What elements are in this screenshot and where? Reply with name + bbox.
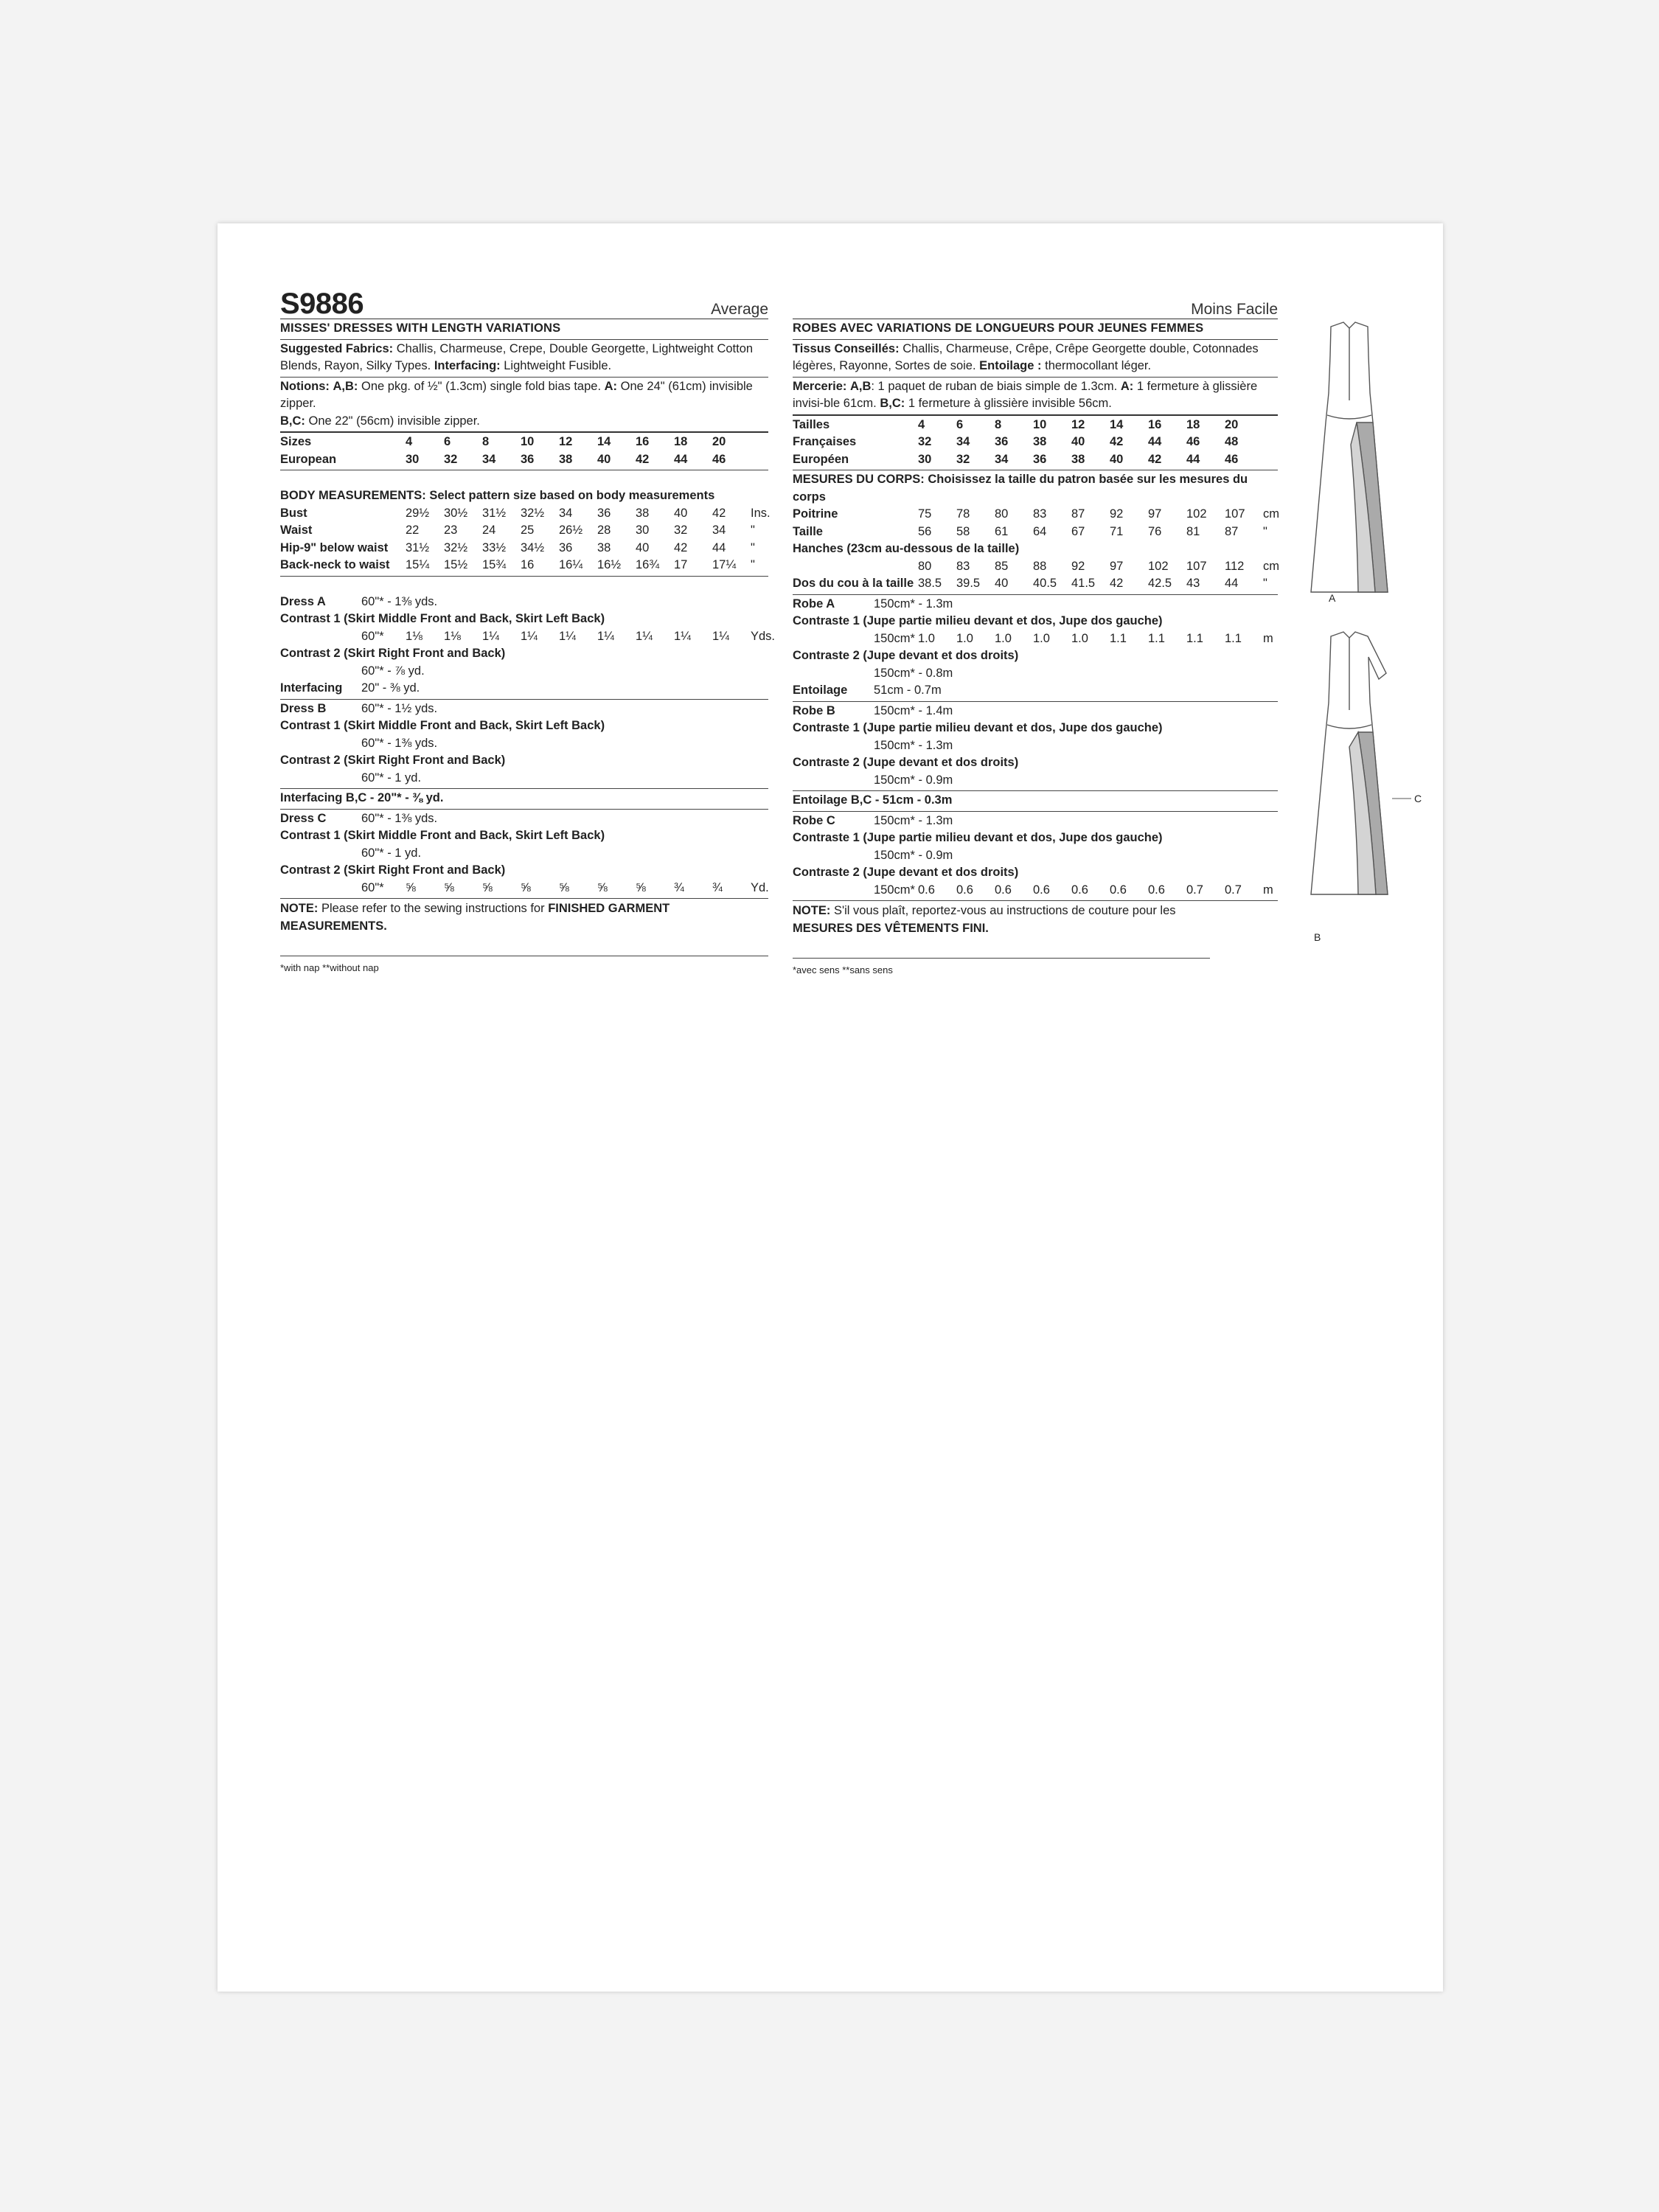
contrast1-a-row: 60"* 1⅛ 1⅛ 1¼ 1¼ 1¼ 1¼ 1¼ 1¼ 1¼ Yds. — [280, 628, 768, 646]
english-header — [280, 286, 768, 319]
hanches-row: 80 83 85 88 92 97 102 107 112 cm — [793, 558, 1278, 576]
table-cell: 0.6 — [956, 883, 973, 897]
table-cell: 40 — [995, 577, 1009, 590]
table-cell: 24 — [482, 524, 496, 537]
table-cell: 40 — [636, 540, 650, 554]
table-cell: 34½ — [521, 540, 545, 554]
europeen-row: Européen 30 32 34 36 38 40 42 44 46 — [793, 451, 1278, 469]
table-cell: 38 — [597, 540, 611, 554]
garment-illustrations — [1305, 312, 1423, 961]
table-cell: 39.5 — [956, 577, 981, 590]
table-cell: 67 — [1071, 524, 1085, 538]
table-cell: 83 — [1033, 507, 1047, 521]
table-cell: 46 — [712, 452, 726, 466]
table-cell: 34 — [482, 452, 496, 466]
table-cell: 16¼ — [559, 558, 583, 571]
table-cell: 36 — [995, 435, 1009, 448]
french-note: NOTE: S'il vous plaît, reportez-vous au instructions de couture pour les MESURES DES VÊTEMENTS FINI. — [793, 904, 1176, 935]
table-cell: ⅝ — [482, 880, 493, 894]
table-cell: 1.1 — [1110, 631, 1127, 645]
table-cell: 92 — [1071, 559, 1085, 573]
table-cell: 1¼ — [521, 629, 538, 643]
french-yardage-c: Robe C 150cm* - 1.3m Contraste 1 (Jupe partie milieu devant et dos, Jupe dos gauche) 150cm* - 0.9m Contraste 2 (Jupe devant et dos droits) 150cm* 0.6 0.6 0.6 0.6 0.6 0.6 0.6 0.7 0.7 m — [793, 812, 1278, 902]
french-yardage-b: Robe B 150cm* - 1.4m Contraste 1 (Jupe partie milieu devant et dos, Jupe dos gauche) 150cm* - 1.3m Contraste 2 (Jupe devant et dos droits) 150cm* - 0.9m — [793, 702, 1278, 792]
table-cell: 44 — [674, 452, 688, 466]
english-column — [280, 286, 776, 977]
table-cell: 0.7 — [1186, 883, 1203, 897]
table-cell: 6 — [956, 417, 964, 431]
table-cell: 81 — [1186, 524, 1200, 538]
french-notions: Mercerie: A,B: 1 paquet de ruban de biais simple de 1.3cm. A: 1 fermeture à glissière invisi-ble 61cm. B,C: 1 fermeture à glissière invisible 56cm. — [793, 378, 1278, 416]
table-cell: 1.0 — [956, 631, 973, 645]
bust-row: Bust 29½ 30½ 31½ 32½ 34 36 38 40 42 Ins. — [280, 505, 768, 523]
table-cell: ⅝ — [406, 880, 416, 894]
table-cell: 40 — [1071, 435, 1085, 448]
table-cell: 15¾ — [482, 558, 507, 571]
table-cell: 29½ — [406, 506, 430, 520]
table-cell: 43 — [1186, 577, 1200, 590]
table-cell: 30 — [636, 524, 650, 537]
table-cell: ⅝ — [559, 880, 569, 894]
table-cell: 46 — [1186, 435, 1200, 448]
label-b: B — [1314, 931, 1321, 943]
table-cell: 71 — [1110, 524, 1124, 538]
difficulty-level-fr: Moins Facile — [1191, 301, 1278, 318]
table-cell: 31½ — [406, 540, 430, 554]
table-cell: 32 — [444, 452, 458, 466]
table-cell: 40 — [1110, 452, 1124, 466]
table-cell: 64 — [1033, 524, 1047, 538]
table-cell: 16 — [1148, 417, 1162, 431]
english-yardage-b: Dress B 60"* - 1½ yds. Contrast 1 (Skirt Middle Front and Back, Skirt Left Back) 60"* - 1⅜ yds. Contrast 2 (Skirt Right Front and Back) 60"* - 1 yd. — [280, 700, 768, 790]
table-cell: 87 — [1071, 507, 1085, 521]
table-cell: 1¼ — [674, 629, 691, 643]
french-column — [793, 286, 1278, 979]
table-cell: 16½ — [597, 558, 622, 571]
table-cell: 14 — [597, 435, 611, 448]
english-note: NOTE: Please refer to the sewing instructions for FINISHED GARMENT MEASUREMENTS. — [280, 902, 670, 933]
table-cell: 30 — [918, 452, 932, 466]
european-row: European 30 32 34 36 38 40 42 44 46 — [280, 451, 768, 469]
table-cell: 88 — [1033, 559, 1047, 573]
table-cell: 36 — [1033, 452, 1047, 466]
table-cell: 34 — [712, 524, 726, 537]
difficulty-level: Average — [711, 301, 768, 318]
table-cell: 0.6 — [1071, 883, 1088, 897]
table-cell: 48 — [1225, 435, 1239, 448]
table-cell: 32 — [674, 524, 688, 537]
table-cell: 10 — [521, 435, 535, 448]
poitrine-row: Poitrine 75 78 80 83 87 92 97 102 107 cm — [793, 506, 1278, 524]
table-cell: 28 — [597, 524, 611, 537]
table-cell: 56 — [918, 524, 932, 538]
table-cell: 32 — [918, 435, 932, 448]
table-cell: ¾ — [674, 880, 684, 894]
label-c: C — [1414, 793, 1422, 804]
table-cell: 25 — [521, 524, 535, 537]
table-cell: 76 — [1148, 524, 1162, 538]
label-a: A — [1329, 592, 1336, 604]
table-cell: 34 — [956, 435, 970, 448]
table-cell: 1¼ — [712, 629, 729, 643]
french-yardage-a: Robe A 150cm* - 1.3m Contraste 1 (Jupe partie milieu devant et dos, Jupe dos gauche) 150cm* 1.0 1.0 1.0 1.0 1.0 1.1 1.1 1.1 1.1 m Contraste 2 (Jupe devant et dos droits) 150cm* - 0.8m Entoilage 51cm - 0.7m — [793, 595, 1278, 702]
table-cell: 0.6 — [1110, 883, 1127, 897]
table-cell: 40.5 — [1033, 577, 1057, 590]
back-neck-row: Back-neck to waist 15¼ 15½ 15¾ 16 16¼ 16½ 16¾ 17 17¼ " — [280, 557, 768, 574]
waist-row: Waist 22 23 24 25 26½ 28 30 32 34 " — [280, 522, 768, 540]
table-cell: 1.1 — [1225, 631, 1242, 645]
table-cell: 32 — [956, 452, 970, 466]
french-header — [793, 286, 1278, 319]
table-cell: 97 — [1148, 507, 1162, 521]
english-title: MISSES' DRESSES WITH LENGTH VARIATIONS — [280, 319, 768, 340]
table-cell: 0.6 — [1148, 883, 1165, 897]
table-cell: 42 — [1148, 452, 1162, 466]
table-cell: 31½ — [482, 506, 507, 520]
table-cell: 1.0 — [1033, 631, 1050, 645]
table-cell: 16 — [636, 435, 650, 448]
table-cell: 44 — [1186, 452, 1200, 466]
table-cell: 46 — [1225, 452, 1239, 466]
table-cell: 42.5 — [1148, 577, 1172, 590]
table-cell: 16 — [521, 558, 535, 571]
table-cell: 34 — [995, 452, 1009, 466]
table-cell: 1.1 — [1186, 631, 1203, 645]
table-cell: 1¼ — [597, 629, 614, 643]
table-cell: 14 — [1110, 417, 1124, 431]
contraste2-c-row: 150cm* 0.6 0.6 0.6 0.6 0.6 0.6 0.6 0.7 0.7 m — [793, 882, 1278, 900]
table-cell: ⅝ — [597, 880, 608, 894]
table-cell: 15½ — [444, 558, 468, 571]
table-cell: ¾ — [712, 880, 723, 894]
table-cell: 38 — [1071, 452, 1085, 466]
table-cell: 38.5 — [918, 577, 942, 590]
table-cell: 40 — [597, 452, 611, 466]
table-cell: 44 — [1225, 577, 1239, 590]
table-cell: 26½ — [559, 524, 583, 537]
french-footnote: *avec sens **sans sens — [793, 958, 1210, 979]
table-cell: 32½ — [444, 540, 468, 554]
table-cell: 1¼ — [482, 629, 499, 643]
pattern-back-sheet — [218, 223, 1443, 1992]
table-cell: 61 — [995, 524, 1009, 538]
french-entoilage-bc: Entoilage B,C - 51cm - 0.3m — [793, 791, 1278, 812]
table-cell: 42 — [674, 540, 688, 554]
table-cell: 8 — [482, 435, 490, 448]
french-sizes-table — [793, 416, 1278, 471]
table-cell: 36 — [521, 452, 535, 466]
contraste1-a-row: 150cm* 1.0 1.0 1.0 1.0 1.0 1.1 1.1 1.1 1.1 m — [793, 630, 1278, 648]
table-cell: 112 — [1225, 559, 1245, 573]
table-cell: 58 — [956, 524, 970, 538]
dos-row: Dos du cou à la taille 38.5 39.5 40 40.5 41.5 42 42.5 43 44 " — [793, 575, 1278, 593]
table-cell: ⅝ — [521, 880, 531, 894]
table-cell: 38 — [636, 506, 650, 520]
table-cell: 85 — [995, 559, 1009, 573]
english-yardage-a: Dress A 60"* - 1⅜ yds. Contrast 1 (Skirt Middle Front and Back, Skirt Left Back) 60"* 1⅛ 1⅛ 1¼ 1¼ 1¼ 1¼ 1¼ 1¼ 1¼ Yds. Contrast 2 (Skirt Right Front and Back) 60"* - ⅞ yd. Interfacing 20" - ⅜ yd. — [280, 593, 768, 700]
taille-row: Taille 56 58 61 64 67 71 76 81 87 " — [793, 524, 1278, 541]
table-cell: 42 — [712, 506, 726, 520]
english-sizes-table — [280, 433, 768, 470]
table-cell: 92 — [1110, 507, 1124, 521]
table-cell: 107 — [1225, 507, 1245, 521]
table-cell: 18 — [674, 435, 688, 448]
english-notions: Notions: A,B: One pkg. of ½" (1.3cm) single fold bias tape. A: One 24" (61cm) invisible zipper. B,C: One 22" (56cm) invisible zipper. — [280, 378, 768, 434]
table-cell: 22 — [406, 524, 420, 537]
table-cell: 97 — [1110, 559, 1124, 573]
table-cell: 80 — [995, 507, 1009, 521]
table-cell: 107 — [1186, 559, 1207, 573]
table-cell: 12 — [559, 435, 573, 448]
tailles-row: Tailles 4 6 8 10 12 14 16 18 20 — [793, 417, 1278, 434]
table-cell: 1¼ — [559, 629, 576, 643]
table-cell: 23 — [444, 524, 458, 537]
table-cell: 6 — [444, 435, 451, 448]
table-cell: 4 — [406, 435, 413, 448]
english-interfacing-bc: Interfacing B,C - 20"* - ⅜ yd. — [280, 789, 768, 810]
table-cell: 33½ — [482, 540, 507, 554]
table-cell: 8 — [995, 417, 1002, 431]
table-cell: 40 — [674, 506, 688, 520]
table-cell: ⅝ — [444, 880, 454, 894]
english-body-measurements: BODY MEASUREMENTS: Select pattern size based on body measurements Bust 29½ 30½ 31½ 32½ 34 36 38 40 42 Ins. Waist 22 23 24 25 26½ 28 30 32 34 " Hip-9" below waist 31½ 32½ 33½ 34½ 36 38 40 42 44 " Back-neck to waist 15¼ 15½ 15¾ 16 16¼ 16½ 16¾ 17 17¼ " — [280, 487, 768, 577]
table-cell: 15¼ — [406, 558, 430, 571]
table-cell: 34 — [559, 506, 573, 520]
table-cell: 30 — [406, 452, 420, 466]
table-cell: 10 — [1033, 417, 1047, 431]
table-cell: 17 — [674, 558, 688, 571]
table-cell: 1¼ — [636, 629, 653, 643]
table-cell: 36 — [597, 506, 611, 520]
hip-row: Hip-9" below waist 31½ 32½ 33½ 34½ 36 38 40 42 44 " — [280, 540, 768, 557]
english-footnote: *with nap **without nap — [280, 956, 768, 977]
table-cell: 0.6 — [918, 883, 935, 897]
pattern-code: S9886 — [280, 288, 364, 320]
table-cell: 80 — [918, 559, 932, 573]
table-cell: 42 — [1110, 435, 1124, 448]
table-cell: 20 — [1225, 417, 1239, 431]
table-cell: 1.0 — [995, 631, 1012, 645]
french-fabrics: Tissus Conseillés: Challis, Charmeuse, Crêpe, Crêpe Georgette double, Cotonnades légères, Rayonne, Sortes de soie. Entoilage : thermocollant léger. — [793, 340, 1278, 378]
contrast2-c-row: 60"* ⅝ ⅝ ⅝ ⅝ ⅝ ⅝ ⅝ ¾ ¾ Yd. — [280, 880, 768, 897]
table-cell: 78 — [956, 507, 970, 521]
label-c-leader — [1305, 312, 1423, 961]
table-cell: 41.5 — [1071, 577, 1096, 590]
table-cell: 36 — [559, 540, 573, 554]
table-cell: 1.0 — [918, 631, 935, 645]
table-cell: 42 — [636, 452, 650, 466]
table-cell: 44 — [1148, 435, 1162, 448]
english-yardage-c: Dress C 60"* - 1⅜ yds. Contrast 1 (Skirt Middle Front and Back, Skirt Left Back) 60"* - 1 yd. Contrast 2 (Skirt Right Front and Back) 60"* ⅝ ⅝ ⅝ ⅝ ⅝ ⅝ ⅝ ¾ ¾ Yd. — [280, 810, 768, 900]
table-cell: 102 — [1186, 507, 1207, 521]
table-cell: 38 — [559, 452, 573, 466]
francaises-row: Françaises 32 34 36 38 40 42 44 46 48 — [793, 434, 1278, 451]
table-cell: 44 — [712, 540, 726, 554]
table-cell: 102 — [1148, 559, 1169, 573]
english-fabrics: Suggested Fabrics: Challis, Charmeuse, Crepe, Double Georgette, Lightweight Cotton Blends, Rayon, Silky Types. Interfacing: Lightweight Fusible. — [280, 340, 768, 378]
table-cell: 30½ — [444, 506, 468, 520]
table-cell: 12 — [1071, 417, 1085, 431]
table-cell: 32½ — [521, 506, 545, 520]
table-cell: 87 — [1225, 524, 1239, 538]
table-cell: 83 — [956, 559, 970, 573]
table-cell: 1.0 — [1071, 631, 1088, 645]
french-title: ROBES AVEC VARIATIONS DE LONGUEURS POUR JEUNES FEMMES — [793, 319, 1278, 340]
table-cell: 1⅛ — [444, 629, 461, 643]
table-cell: 75 — [918, 507, 932, 521]
french-body-measurements: MESURES DU CORPS: Choisissez la taille du patron basée sur les mesures du corps Poitrine 75 78 80 83 87 92 97 102 107 cm Taille 56 58 61 64 67 71 76 81 87 " Hanches (23cm au-dessous de la taille) 80 83 85 88 92 97 102 107 112 cm Dos du cou à la taille 38.5 39.5 40 40.5 41.5 42 42.5 43 44 " — [793, 470, 1278, 595]
table-cell: 0.6 — [1033, 883, 1050, 897]
table-cell: 16¾ — [636, 558, 660, 571]
table-cell: 0.7 — [1225, 883, 1242, 897]
table-cell: 1⅛ — [406, 629, 422, 643]
table-cell: ⅝ — [636, 880, 646, 894]
table-cell: 0.6 — [995, 883, 1012, 897]
table-cell: 18 — [1186, 417, 1200, 431]
table-cell: 17¼ — [712, 558, 737, 571]
table-cell: 1.1 — [1148, 631, 1165, 645]
table-cell: 20 — [712, 435, 726, 448]
table-cell: 38 — [1033, 435, 1047, 448]
sizes-row: Sizes 4 6 8 10 12 14 16 18 20 — [280, 434, 768, 451]
table-cell: 4 — [918, 417, 925, 431]
table-cell: 42 — [1110, 577, 1124, 590]
